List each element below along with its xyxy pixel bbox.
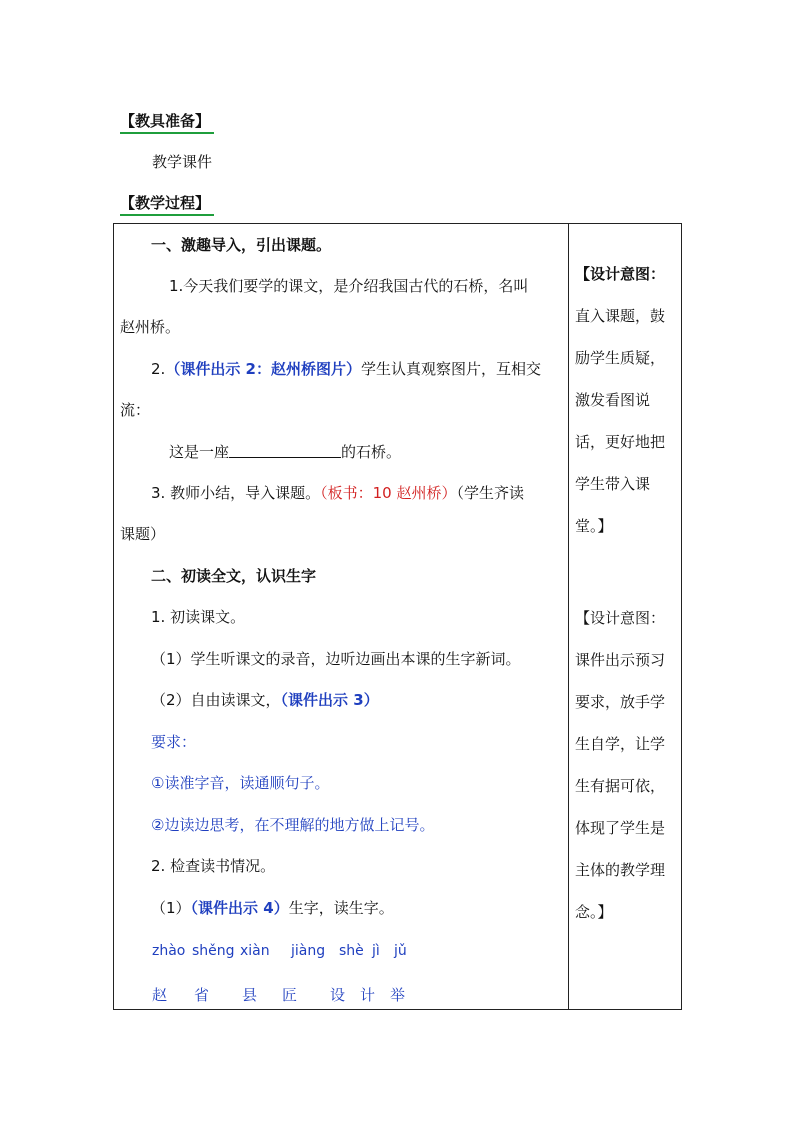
s1-para2-num: 2. (151, 360, 166, 378)
pinyin-5: shè (339, 943, 364, 959)
char-3: 县 (242, 986, 258, 1004)
note1-line2: 直入课题，鼓 (575, 307, 666, 325)
section2-title: 二、初读全文，认识生字 (151, 567, 317, 585)
s2-requirement-2: ②边读边思考，在不理解的地方做上记号。 (151, 816, 435, 834)
s2-check-1 (151, 901, 394, 916)
note2-line8: 念。】 (575, 903, 613, 921)
s1-para3-board: （板书：10 赵州桥） (320, 484, 457, 502)
s1-para2-courseware: （课件出示 2：赵州桥图片） (165, 360, 361, 378)
pinyin-3: xiàn (240, 943, 270, 959)
note1-line3: 励学生质疑， (575, 349, 666, 367)
s1-para1-line2: 赵州桥。 (120, 318, 181, 336)
pinyin-4: jiàng (291, 943, 326, 959)
s2-check: 2. 检查读书情况。 (151, 857, 276, 875)
note1-line6: 学生带入课 (575, 475, 651, 493)
s1-fill-sentence (169, 444, 401, 460)
s2-read1-2-courseware: （课件出示 3） (280, 691, 379, 709)
fill-post: 的石桥。 (341, 443, 402, 461)
pinyin-2: shěng (192, 943, 235, 959)
s2-check-1-a: （1） (151, 899, 191, 917)
s1-para2-line1 (151, 362, 541, 377)
s1-para3-line1 (151, 486, 524, 501)
pinyin-7: jǔ (394, 943, 407, 959)
s1-para3-tail: （学生齐读 (456, 484, 524, 502)
prep-heading: 【教具准备】 (120, 110, 214, 134)
note1-line5: 话，更好地把 (575, 433, 666, 451)
char-6: 计 (360, 986, 376, 1004)
s2-check-1-courseware: （课件出示 4） (190, 899, 289, 917)
fill-pre: 这是一座 (169, 443, 230, 461)
note2-line4: 生自学，让学 (575, 735, 666, 753)
note2-line1: 【设计意图： (575, 609, 666, 627)
note2-line3: 要求，放手学 (575, 693, 666, 711)
s2-read1: 1. 初读课文。 (151, 608, 246, 626)
section1-title: 一、激趣导入，引出课题。 (151, 236, 332, 254)
s2-requirements: 要求： (151, 733, 197, 751)
s2-read1-1: （1）学生听课文的录音，边听边画出本课的生字新词。 (151, 650, 521, 668)
s1-para2-text: 学生认真观察图片，互相交 (360, 360, 541, 378)
s1-para1-line1: 1.今天我们要学的课文，是介绍我国古代的石桥，名叫 (169, 277, 529, 295)
s2-check-1-b: 生字，读生字。 (288, 899, 394, 917)
char-1: 赵 (152, 986, 168, 1004)
s2-read1-2-text: （2）自由读课文， (151, 691, 281, 709)
note2-line2: 课件出示预习 (575, 651, 666, 669)
note2-line5: 生有据可依， (575, 777, 666, 795)
note1-line7: 堂。】 (575, 517, 613, 535)
s1-para3-text: 3. 教师小结，导入课题。 (151, 484, 321, 502)
s1-para3-line2: 课题） (120, 525, 166, 543)
note2-line6: 体现了学生是 (575, 819, 666, 837)
note1-line4: 激发看图说 (575, 391, 651, 409)
process-table (113, 223, 682, 1010)
column-divider (568, 224, 569, 1009)
fill-blank (229, 444, 341, 458)
note1-line1: 【设计意图： (575, 265, 666, 283)
char-2: 省 (194, 986, 210, 1004)
s2-requirement-1: ①读准字音，读通顺句子。 (151, 774, 330, 792)
char-7: 举 (390, 986, 406, 1004)
char-4: 匠 (282, 986, 298, 1004)
s1-para2-line2: 流： (120, 401, 151, 419)
pinyin-1: zhào (152, 943, 186, 959)
pinyin-6: jì (372, 943, 380, 959)
note2-line7: 主体的教学理 (575, 861, 666, 879)
s2-read1-2 (151, 693, 379, 708)
prep-content: 教学课件 (152, 153, 213, 171)
process-heading: 【教学过程】 (120, 192, 214, 216)
char-5: 设 (330, 986, 346, 1004)
